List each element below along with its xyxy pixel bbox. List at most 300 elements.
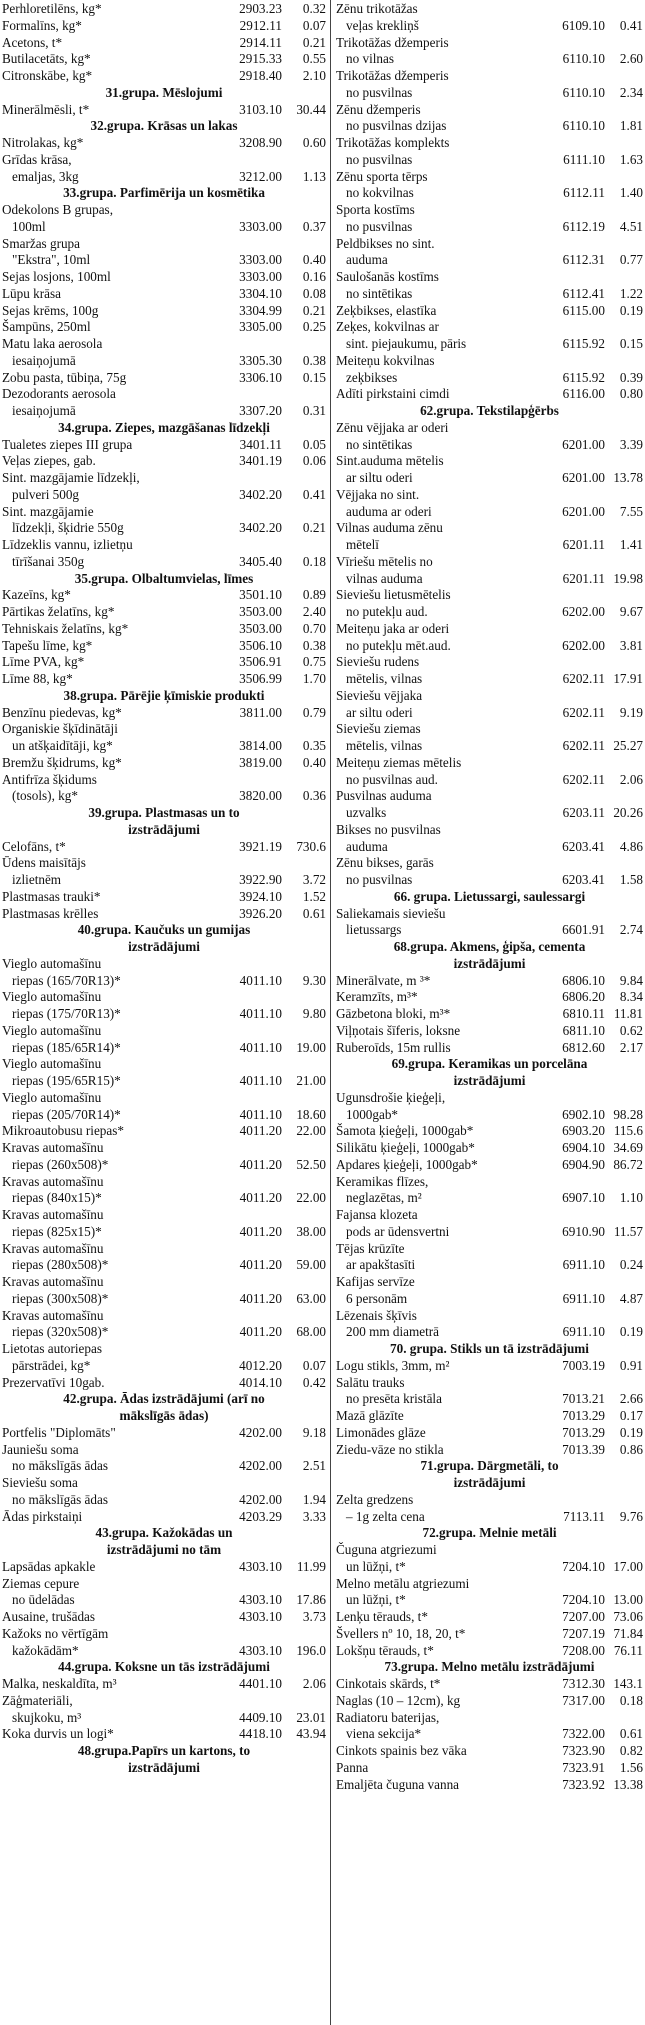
price-row [2,989,326,1006]
item-code: 4401.10 [239,1676,282,1691]
item-price: 0.89 [302,587,326,603]
item-code: 3402.20 [239,520,282,536]
price-row [336,1743,643,1760]
price-row [336,453,643,470]
item-price: 0.25 [302,319,326,335]
item-code: 6811.10 [562,1022,605,1038]
item-name: Lokšņu tērauds, t* [336,1642,434,1658]
item-price: 0.24 [619,1257,643,1273]
item-price: 2.74 [619,922,643,938]
price-row [336,571,643,588]
item-price: 4.87 [619,1290,643,1306]
item-code: 2914.11 [239,34,282,50]
item-name: Antifrīza šķidums [2,771,97,787]
group-heading [2,1391,326,1425]
item-code: 2903.23 [239,1,282,16]
item-name: riepas (300x508)* [12,1290,109,1306]
price-row [336,219,643,236]
price-row [2,956,326,973]
price-row [2,889,326,906]
price-row [336,604,643,621]
group-heading-subtext: izstrādājumi [453,1073,526,1088]
item-price: 38.00 [296,1223,326,1239]
price-row [336,1324,643,1341]
group-heading-subtext: izstrādājumi [128,939,200,954]
item-code: 6907.10 [562,1190,605,1206]
item-name: Nitrolakas, kg* [2,135,84,150]
item-code: 3503.00 [239,604,282,619]
item-name: Citronskābe, kg* [2,68,93,83]
price-row [2,1358,326,1375]
group-heading [2,571,326,588]
price-row [336,68,643,85]
price-row [336,839,643,856]
price-row [336,102,643,119]
price-row [336,1592,643,1609]
price-row [336,1559,643,1576]
price-row [2,1475,326,1492]
item-price: 2.66 [619,1391,643,1407]
price-row [336,1174,643,1191]
price-row [2,1726,326,1743]
item-code: 7317.00 [562,1692,605,1708]
item-code: 3503.00 [239,620,282,636]
item-name: Čuguna atgriezumi [336,1542,437,1557]
price-row [336,1375,643,1392]
item-name: Trikotāžas džemperis [336,34,449,50]
item-price: 0.18 [619,1692,643,1708]
item-price: 13.00 [613,1592,643,1608]
item-name: uzvalks [346,805,387,820]
price-row [336,1123,643,1140]
price-row [336,772,643,789]
item-name: Lēzenais šķīvis [336,1307,417,1323]
group-heading-text: 35.grupa. Olbaltumvielas, līmes [74,570,254,586]
item-price: 9.18 [302,1424,326,1440]
item-name: Vieglo automašīnu [2,1056,102,1072]
item-price: 2.60 [619,51,643,67]
item-name: Vīriešu mētelis no [336,553,433,569]
item-code: 6601.91 [562,922,605,938]
item-price: 71.84 [613,1625,643,1641]
price-row [2,1676,326,1693]
item-price: 0.39 [619,369,643,385]
item-price: 0.86 [619,1441,643,1457]
price-row [336,822,643,839]
price-row [2,470,326,487]
price-row [2,973,326,990]
item-code: 6812.60 [562,1039,605,1055]
item-name: Kazeīns, kg* [2,587,71,603]
item-price: 0.18 [302,553,326,569]
item-name: Butilacetāts, kg* [2,51,91,67]
item-code: 6112.31 [562,252,605,268]
item-code: 6115.92 [562,336,605,351]
price-row [2,102,326,119]
item-name: Cinkots spainis bez vāka [336,1743,467,1758]
item-name: no sintētikas [346,285,413,301]
item-price: 3.39 [619,436,643,452]
price-row [336,336,643,353]
item-price: 2.06 [302,1676,326,1691]
price-row [2,336,326,353]
price-row [336,1626,643,1643]
price-row [2,403,326,420]
item-price: 115.6 [613,1123,643,1139]
item-name: Ausaine, trušādas [2,1609,96,1624]
price-row [336,437,643,454]
price-row [336,1190,643,1207]
item-price: 20.26 [613,805,643,820]
item-price: 30.44 [296,101,326,117]
price-row [2,1040,326,1057]
item-name: Tējas krūzīte [336,1240,405,1256]
price-row [336,152,643,169]
item-price: 0.70 [302,620,326,636]
item-name: Sieviešu vējjaka [336,687,423,703]
group-heading [336,403,643,420]
item-name: Acetons, t* [2,34,63,50]
item-name: Kravas automašīnu [2,1207,104,1222]
item-code: 3401.19 [239,453,282,469]
item-name: Celofāns, t* [2,838,66,854]
item-name: lietussargs [346,922,402,938]
price-row [2,1710,326,1727]
item-name: 200 mm diametrā [346,1324,440,1340]
item-name: Zēnu vējjaka ar oderi [336,419,449,435]
item-name: tīrīšanai 350g [12,553,85,569]
item-code: 4203.29 [239,1508,282,1524]
price-row [336,1224,643,1241]
item-name: mētelī [346,537,379,552]
item-price: 0.82 [619,1743,643,1758]
item-price: 9.80 [302,1006,326,1021]
item-name: Odekolons B grupas, [2,202,113,217]
price-row [336,1408,643,1425]
price-row [2,1576,326,1593]
price-row [336,1,643,18]
item-code: 2912.11 [239,17,282,33]
item-name: Zēnu džemperis [336,101,421,117]
item-code: 7323.92 [562,1776,605,1792]
price-row [2,1207,326,1224]
price-row [2,1257,326,1274]
item-name: Lenķu tērauds, t* [336,1609,428,1624]
item-name: no mākslīgās ādas [12,1491,108,1507]
item-name: Bremžu šķidrums, kg* [2,754,122,770]
price-row [2,1174,326,1191]
price-row [336,85,643,102]
item-code: 4303.10 [239,1609,282,1624]
price-row [2,721,326,738]
item-code: 3304.10 [239,285,282,301]
item-code: 4011.20 [239,1190,282,1206]
item-price: 0.41 [619,17,643,33]
item-price: 17.91 [613,671,643,686]
item-code: 6203.11 [562,805,605,820]
item-name: Līme 88, kg* [2,671,73,686]
price-row [2,1123,326,1140]
item-code: 4202.00 [239,1458,282,1474]
item-name: Sieviešu ziemas [336,721,421,737]
item-code: 6112.11 [563,185,605,201]
item-code: 6110.10 [562,51,605,67]
item-name: no pusvilnas [346,218,413,234]
price-row [336,487,643,504]
item-name: riepas (205/70R14)* [12,1106,121,1122]
item-price: 0.42 [302,1374,326,1390]
price-row [2,504,326,521]
item-name: riepas (260x508)* [12,1156,109,1172]
item-price: 0.21 [302,302,326,318]
item-name: Bikses no pusvilnas [336,821,441,837]
item-price: 9.84 [619,972,643,988]
item-name: Jauniešu soma [2,1441,79,1457]
item-price: 730.6 [296,838,326,854]
price-row [2,437,326,454]
item-price: 68.00 [296,1324,326,1340]
price-row [336,1006,643,1023]
item-name: un atšķaidītāji, kg* [12,738,113,753]
item-code: 3819.00 [239,754,282,770]
price-row [2,788,326,805]
item-name: Ziemas cepure [2,1575,80,1591]
item-price: 18.60 [296,1106,326,1122]
item-price: 4.51 [619,218,643,234]
item-name: Vieglo automašīnu [2,955,102,971]
item-price: 1.70 [302,671,326,686]
item-price: 1.41 [619,537,643,552]
item-code: 7207.00 [562,1609,605,1624]
item-name: no sintētikas [346,436,413,452]
item-code: 7312.30 [562,1676,605,1691]
group-heading-subtext: izstrādājumi [128,1759,200,1775]
price-row [336,671,643,688]
item-price: 1.52 [302,888,326,904]
item-name: Grīdas krāsa, [2,151,72,167]
price-row [336,1391,643,1408]
price-row [336,1241,643,1258]
price-row [336,1710,643,1727]
item-name: no pusvilnas [346,84,413,100]
price-row [336,1274,643,1291]
item-price: 23.01 [296,1709,326,1725]
price-row [336,805,643,822]
item-price: 0.31 [302,403,326,418]
item-price: 0.75 [302,654,326,670]
price-row [336,1442,643,1459]
item-code: 3506.99 [239,671,282,686]
item-price: 0.61 [302,905,326,921]
item-name: Adīti pirkstaini cimdi [336,386,450,402]
item-code: 4011.10 [239,972,282,988]
item-code: 3208.90 [239,135,282,150]
item-code: 6201.00 [562,436,605,452]
group-heading-text: 66. grupa. Lietussargi, saulessargi [393,888,586,904]
item-price: 13.38 [613,1776,643,1792]
group-heading [336,889,643,906]
item-name: – 1g zelta cena [346,1508,425,1524]
price-row [2,1375,326,1392]
price-row [2,1090,326,1107]
price-row [2,169,326,186]
price-row [2,638,326,655]
item-code: 6911.10 [562,1257,605,1273]
item-price: 2.51 [302,1458,326,1474]
price-row [336,1040,643,1057]
item-code: 6903.20 [562,1123,605,1139]
item-price: 7.55 [619,503,643,519]
item-price: 0.21 [302,520,326,536]
item-price: 1.81 [619,118,643,134]
item-price: 0.61 [619,1726,643,1742]
item-code: 6202.11 [562,671,605,686]
item-code: 6202.00 [562,637,605,653]
item-code: 6904.90 [562,1156,605,1172]
item-code: 6201.00 [562,470,605,485]
item-price: 22.00 [296,1190,326,1206]
item-code: 4011.10 [239,1039,282,1055]
item-code: 3212.00 [239,168,282,184]
price-row [2,839,326,856]
item-name: Vējjaka no sint. [336,486,420,502]
item-code: 3401.11 [239,436,282,452]
price-row [336,973,643,990]
price-row [336,989,643,1006]
item-price: 11.81 [613,1006,643,1021]
price-row [2,51,326,68]
item-name: Līme PVA, kg* [2,654,85,670]
price-row [2,68,326,85]
item-name: Malka, neskaldīta, m³ [2,1676,117,1691]
group-heading-text: 48.grupa.Papīrs un kartons, to [77,1743,251,1758]
item-price: 0.37 [302,218,326,234]
item-code: 4202.00 [239,1491,282,1507]
item-price: 1.10 [619,1190,643,1206]
item-price: 2.17 [619,1039,643,1055]
item-code: 4011.10 [239,1006,282,1021]
item-price: 0.36 [302,788,326,804]
item-name: Zobu pasta, tūbiņa, 75g [2,369,127,385]
item-price: 0.77 [619,252,643,268]
price-row [2,554,326,571]
price-row [2,303,326,320]
item-code: 2918.40 [239,68,282,83]
item-price: 0.07 [302,1357,326,1373]
item-name: auduma ar oderi [346,503,432,519]
item-price: 1.58 [619,872,643,887]
item-name: Švellers nº 10, 18, 20, t* [336,1625,466,1641]
price-row [2,1324,326,1341]
item-name: izlietnēm [12,872,62,887]
item-name: Peldbikses no sint. [336,235,435,251]
item-price: 0.06 [302,453,326,469]
item-name: Tapešu līme, kg* [2,637,93,653]
item-name: riepas (825x15)* [12,1223,102,1239]
price-row [2,135,326,152]
group-heading [2,805,326,839]
item-name: no pusvilnas [346,151,413,167]
item-name: Ādas pirkstaiņi [2,1508,83,1524]
item-code: 3303.00 [239,252,282,268]
item-name: Šamota ķieģeļi, 1000gab* [336,1123,474,1139]
item-name: Tualetes ziepes III grupa [2,436,133,452]
price-row [336,169,643,186]
item-name: Sint. mazgājamie [2,503,94,519]
item-code: 3303.00 [239,218,282,234]
item-code: 6201.11 [562,570,605,586]
item-code: 6810.11 [562,1006,605,1021]
item-code: 6202.00 [562,604,605,619]
item-name: un lūžņi, t* [346,1592,406,1608]
price-row [2,1241,326,1258]
group-heading [2,118,326,135]
item-code: 3921.19 [239,838,282,854]
item-name: Zelta gredzens [336,1491,414,1507]
group-heading [2,85,326,102]
price-row [336,688,643,705]
price-row [336,1576,643,1593]
price-row [336,1609,643,1626]
group-heading [336,1525,643,1542]
price-row [2,1140,326,1157]
column-divider [330,0,331,2025]
item-price: 0.40 [302,252,326,268]
item-price: 19.98 [613,570,643,586]
item-name: Pusvilnas auduma [336,788,432,804]
price-row [336,537,643,554]
price-row [336,202,643,219]
price-row [336,755,643,772]
item-name: Silikātu ķieģeļi, 1000gab* [336,1140,475,1155]
item-price: 0.60 [302,135,326,150]
item-name: Plastmasas krēlles [2,905,99,921]
price-row [336,872,643,889]
item-name: (tosols), kg* [12,788,78,804]
item-name: Ugunsdrošie ķieģeļi, [336,1089,446,1105]
item-price: 17.00 [613,1558,643,1574]
item-price: 1.63 [619,151,643,167]
item-name: Keramikas flīzes, [336,1173,429,1189]
item-name: skujkoku, m³ [12,1709,82,1725]
group-heading [336,1458,643,1492]
item-name: Kravas automašīnu [2,1140,104,1155]
item-code: 7013.39 [562,1441,605,1457]
group-heading-text: 71.grupa. Dārgmetāli, to [420,1458,559,1474]
price-row [2,1492,326,1509]
item-code: 6201.00 [562,503,605,519]
price-row [2,1224,326,1241]
item-name: riepas (185/65R14)* [12,1039,121,1055]
item-code: 4418.10 [239,1726,282,1742]
price-row [2,1693,326,1710]
group-heading-text: 31.grupa. Mēslojumi [105,84,223,100]
price-row [2,252,326,269]
item-name: Emaljēta čuguna vanna [336,1776,460,1792]
item-name: Formalīns, kg* [2,17,82,33]
item-name: Kažoks no vērtīgām [2,1625,109,1641]
item-code: 6202.11 [562,704,605,720]
group-heading-text: 43.grupa. Kažokādas un [95,1525,233,1541]
item-name: Meiteņu ziemas mētelis [336,754,462,770]
item-name: Smaržas grupa [2,235,80,251]
item-code: 6902.10 [562,1106,605,1122]
item-name: Saliekamais sieviešu [336,905,446,921]
price-row [2,520,326,537]
group-heading-subtext: izstrādājumi [453,1475,526,1490]
price-row [336,18,643,35]
price-row [2,18,326,35]
